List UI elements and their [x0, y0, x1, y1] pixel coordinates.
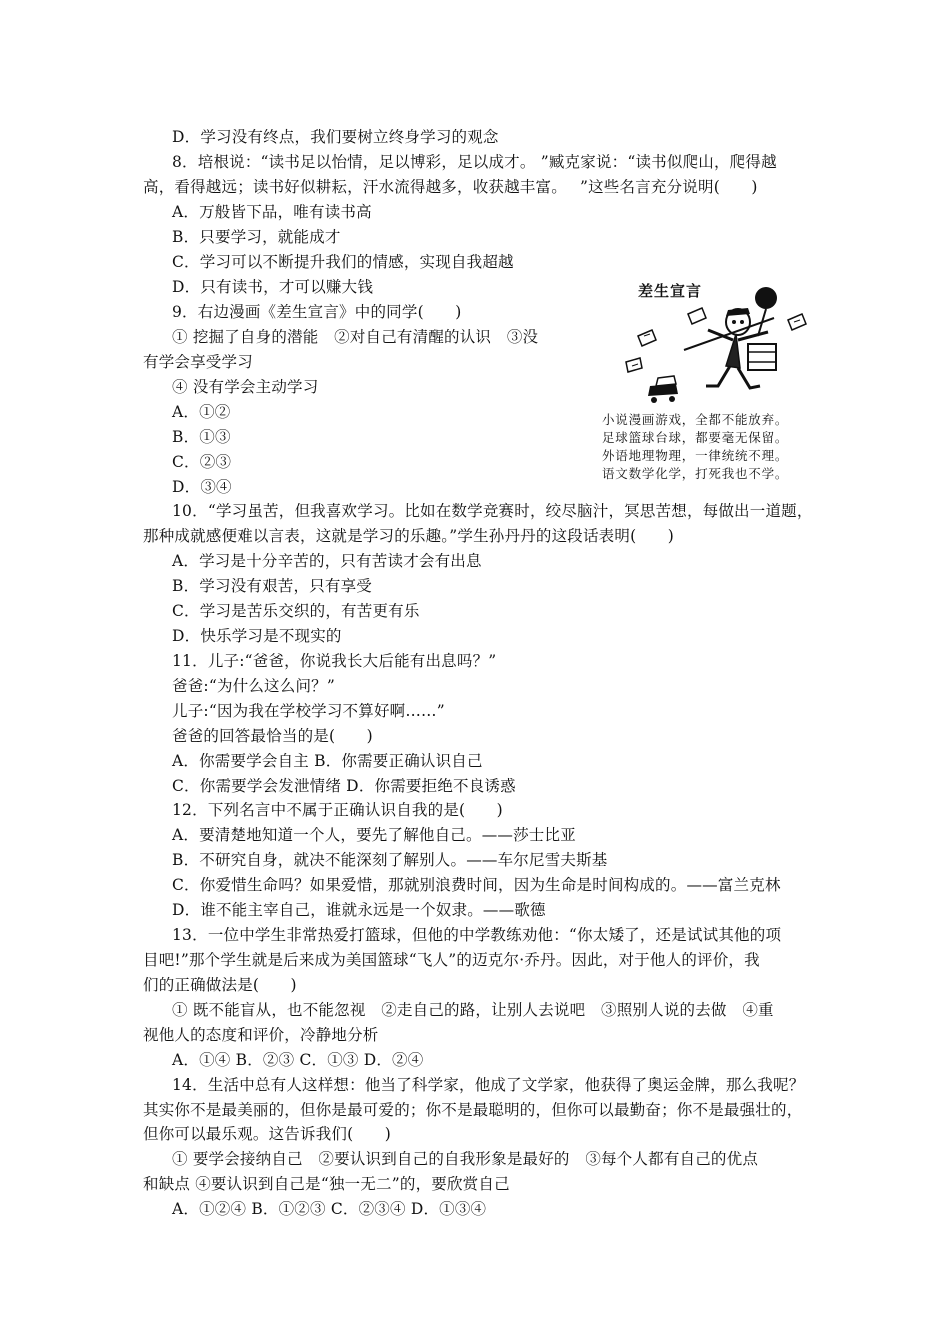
q8-option-c: C．学习可以不断提升我们的情感，实现自我超越	[172, 253, 514, 271]
q10-option-a: A．学习是十分辛苦的，只有苦读才会有出息	[172, 552, 482, 570]
q9-option-d: D．③④	[172, 478, 232, 496]
cartoon-caption-line1: 小说漫画游戏，全都不能放弃。	[602, 412, 789, 427]
q12-option-d: D．谁不能主宰自己，谁就永远是一个奴隶。——歌德	[172, 901, 546, 919]
q14-statements-line1: ① 要学会接纳自己 ②要认识到自己的自我形象是最好的 ③每个人都有自己的优点	[172, 1150, 759, 1168]
q9-option-c: C．②③	[172, 453, 232, 471]
q8-stem-line1: 8．培根说：“读书足以怡情，足以博彩，足以成才。 ”臧克家说：“读书似爬山，爬得越	[172, 153, 777, 171]
q12-option-a: A．要清楚地知道一个人，要先了解他自己。——莎士比亚	[172, 826, 576, 844]
q9-statements-line1: ① 挖掘了自身的潜能 ②对自己有清醒的认识 ③没	[172, 328, 539, 346]
q11-dialogue-2: 爸爸:“为什么这么问？”	[172, 677, 335, 695]
q13-statements-line1: ① 既不能盲从，也不能忽视 ②走自己的路，让别人去说吧 ③照别人说的去做 ④重	[172, 1001, 774, 1019]
q9-statement-4: ④ 没有学会主动学习	[172, 378, 319, 396]
q14-stem-line1: 14．生活中总有人这样想：他当了科学家，他成了文学家，他获得了奥运金牌，那么我呢？	[172, 1076, 805, 1094]
q11-dialogue-1: 11．儿子:“爸爸，你说我长大后能有出息吗？”	[172, 652, 497, 670]
q11-dialogue-3: 儿子:“因为我在学校学习不算好啊……”	[172, 702, 445, 720]
q14-options: A．①②④ B．①②③ C．②③④ D．①③④	[172, 1200, 487, 1218]
q8-stem-line2: 高，看得越远；读书好似耕耘，汗水流得越多，收获越丰富。 ”这些名言充分说明( )	[143, 178, 758, 196]
q10-option-b: B．学习没有艰苦，只有享受	[172, 577, 372, 595]
q14-statements-line2: 和缺点 ④要认识到自己是“独一无二”的，要欣赏自己	[143, 1175, 510, 1193]
q13-stem-line1: 13．一位中学生非常热爱打篮球，但他的中学教练劝他：“你太矮了，还是试试其他的项	[172, 926, 782, 944]
cartoon-figure-illustration	[598, 274, 834, 409]
q8-option-d: D．只有读书，才可以赚大钱	[172, 278, 374, 296]
q10-stem-line2: 那种成就感便难以言表，这就是学习的乐趣。”学生孙丹丹的这段话表明( )	[143, 527, 674, 545]
q10-option-d: D．快乐学习是不现实的	[172, 627, 342, 645]
q11-stem: 爸爸的回答最恰当的是( )	[172, 727, 373, 745]
q7-option-d: D．学习没有终点，我们要树立终身学习的观念	[172, 128, 499, 146]
cartoon-caption-line4: 语文数学化学，打死我也不学。	[602, 466, 789, 481]
q8-option-b: B．只要学习，就能成才	[172, 228, 341, 246]
q13-options: A．①④ B．②③ C．①③ D．②④	[172, 1051, 424, 1069]
q12-option-c: C．你爱惜生命吗？如果爱惜，那就别浪费时间，因为生命是时间构成的。——富兰克林	[172, 876, 781, 894]
q8-option-a: A．万般皆下品，唯有读书高	[172, 203, 372, 221]
q12-option-b: B．不研究自身，就决不能深刻了解别人。——车尔尼雪夫斯基	[172, 851, 608, 869]
q9-option-a: A．①②	[172, 403, 231, 421]
cartoon-title: 差生宣言	[638, 282, 703, 300]
q13-stem-line2: 目吧!”那个学生就是后来成为美国篮球“飞人”的迈克尔·乔丹。因此，对于他人的评价，我	[143, 951, 760, 969]
q10-option-c: C．学习是苦乐交织的，有苦更有乐	[172, 602, 420, 620]
q11-options-cd: C．你需要学会发泄情绪 D．你需要拒绝不良诱惑	[172, 777, 516, 795]
q9-statements-line2: 有学会享受学习	[143, 353, 253, 371]
cartoon-bad-student-manifesto	[598, 274, 834, 486]
q10-stem-line1: 10．“学习虽苦，但我喜欢学习。比如在数学竞赛时，绞尽脑汁，冥思苦想，每做出一道题，	[172, 502, 813, 520]
q9-stem: 9．右边漫画《差生宣言》中的同学( )	[172, 303, 462, 321]
q13-statements-line2: 视他人的态度和评价，冷静地分析	[143, 1026, 379, 1044]
cartoon-caption-line3: 外语地理物理，一律统统不理。	[602, 448, 789, 463]
q11-options-ab: A．你需要学会自主 B．你需要正确认识自己	[172, 752, 483, 770]
q9-option-b: B．①③	[172, 428, 231, 446]
q14-stem-line2: 其实你不是最美丽的，但你是最可爱的；你不是最聪明的，但你可以最勤奋；你不是最强壮的，	[143, 1101, 803, 1119]
q14-stem-line3: 但你可以最乐观。这告诉我们( )	[143, 1125, 391, 1143]
cartoon-caption-line2: 足球篮球台球，都要毫无保留。	[602, 430, 789, 445]
q13-stem-line3: 们的正确做法是( )	[143, 976, 297, 994]
q12-stem: 12．下列名言中不属于正确认识自我的是( )	[172, 801, 503, 819]
